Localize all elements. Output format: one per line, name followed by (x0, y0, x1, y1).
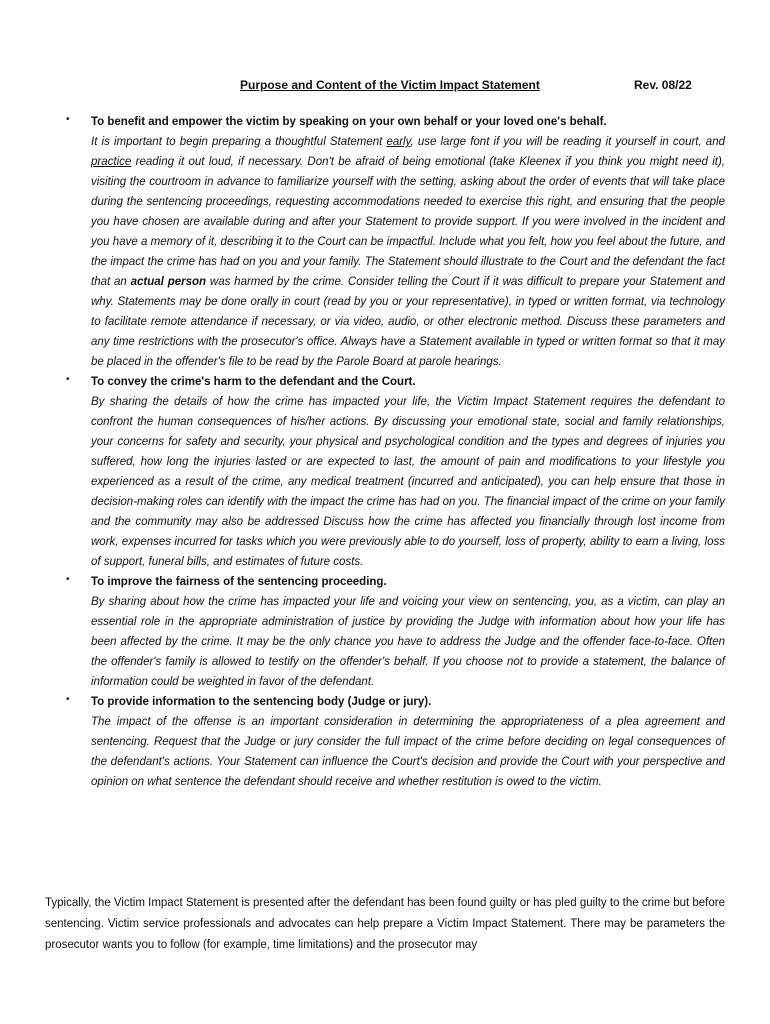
list-item (0, 692, 770, 792)
section-body: By sharing about how the crime has impacted your life and voicing your view on sentencing, you, as a victim, can play an essential role in the appropriate administration of justice by providing the Judge with information about how your life has been affected by the crime. It may be the only chance you have to address the Judge and the offender face-to-face. Often the offender's family is allowed to testify on the offender's behalf. If you choose not to provide a statement, the balance of information could be weighted in favor of the defendant. (91, 596, 725, 688)
document-header (0, 78, 770, 96)
list-item (0, 112, 770, 372)
bullet-icon: • (66, 574, 70, 585)
list-item (0, 572, 770, 692)
revision-label: Rev. 08/22 (634, 78, 692, 92)
section-heading: To provide information to the sentencing body (Judge or jury). (91, 696, 432, 708)
underlined-word: practice (91, 156, 132, 168)
list-item (0, 372, 770, 572)
section-body: It is important to begin preparing a thoughtful Statement early, use large font if you will be reading it yourself in court, and practice reading it out loud, if necessary. Don't be afraid of being emotional (take Kleenex if you think you might need it), visiting the courtroom in advance to familiarize yourself with the setting, asking about the order of events that will take place during the sentencing proceedings, requesting accommodations needed to exercise this right, and ensuring that the people you have chosen are available during and after your Statement to provide support. If you were involved in the incident and you have a memory of it, describing it to the Court can be impactful. Include what you felt, how you feel about the future, and the impact the crime has had on you and your family. The Statement should illustrate to the Court and the defendant the fact that an actual person was harmed by the crime. Consider telling the Court if it was difficult to prepare your Statement and why. Statements may be done orally in court (read by you or your representative), in typed or written format, via technology to facilitate remote attendance if necessary, or via video, audio, or other electronic method. Discuss these parameters and any time restrictions with the prosecutor's office. Always have a Statement available in typed or written format so that it may be placed in the offender's file to be read by the Parole Board at parole hearings. (91, 136, 725, 368)
bullet-icon: • (66, 694, 70, 705)
section-heading: To benefit and empower the victim by speaking on your own behalf or your loved one's behalf. (91, 116, 607, 128)
section-body: By sharing the details of how the crime has impacted your life, the Victim Impact Statement requires the defendant to confront the human consequences of his/her actions. By discussing your emotional state, social and family relationships, your concerns for safety and security, your physical and psychological condition and the types and degrees of injuries you suffered, how long the injuries lasted or are expected to last, the amount of pain and modifications to your lifestyle you experienced as a result of the crime, any medical treatment (incurred and anticipated), you can help ensure that those in decision-making roles can identify with the impact the crime has had on you. The financial impact of the crime on your family and the community may also be addressed Discuss how the crime has affected you financially through lost income from work, expenses incurred for tasks which you were previously able to do yourself, loss of property, ability to earn a living, loss of support, funeral bills, and estimates of future costs. (91, 396, 725, 568)
closing-paragraph: Typically, the Victim Impact Statement is presented after the defendant has been found guilty or has pled guilty to the crime but before sentencing. Victim service professionals and advocates can help prepare a Victim Impact Statement. There may be parameters the prosecutor wants you to follow (for example, time limitations) and the prosecutor may (45, 897, 725, 951)
bullet-icon: • (66, 374, 70, 385)
document-title: Purpose and Content of the Victim Impact Statement (240, 78, 540, 92)
purpose-list (0, 112, 770, 792)
emphasis-text: actual person (130, 276, 207, 288)
underlined-word: early (386, 136, 411, 148)
bullet-icon: • (66, 114, 70, 125)
section-heading: To improve the fairness of the sentencing proceeding. (91, 576, 387, 588)
section-body: The impact of the offense is an important consideration in determining the appropriateness of a plea agreement and sentencing. Request that the Judge or jury consider the full impact of the crime before deciding on legal consequences of the defendant's actions. Your Statement can influence the Court's decision and provide the Court with your perspective and opinion on what sentence the defendant should receive and whether restitution is owed to the victim. (91, 716, 725, 788)
section-heading: To convey the crime's harm to the defendant and the Court. (91, 376, 416, 388)
